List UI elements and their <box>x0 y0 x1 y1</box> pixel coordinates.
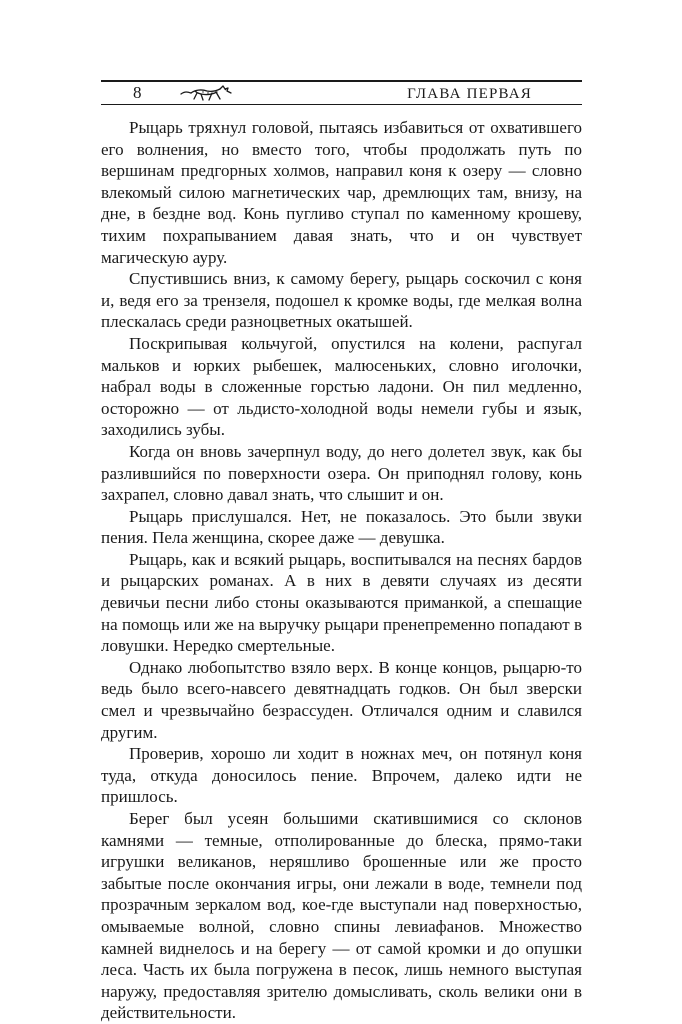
body-text <box>101 117 582 1024</box>
header-bottom-rule <box>101 104 582 105</box>
paragraph: Спустившись вниз, к самому берегу, рыцарь соскочил с коня и, ведя его за трензеля, подошел к кромке воды, где мелкая волна плескалась среди разноцветных окатышей. <box>101 269 582 332</box>
paragraph: Берег был усеян большими скатившимися со склонов камнями — темные, отполированные до блеска, прямо-таки игрушки великанов, неряшливо брошенные или же просто забытые после окончания игры, они лежали в воде, темнели под прозрачным зеркалом вод, кое-где выступали над поверхностью, омываемые волной, словно спины левиафанов. Множество камней виднелось и на берегу — от самой кромки и до опушки леса. Часть их была погружена в песок, лишь немного выступая наружу, предоставляя зрителю домысливать, сколь велики они в действительности. <box>101 809 582 1023</box>
paragraph: Рыцарь, как и всякий рыцарь, воспитывался на песнях бардов и рыцарских романах. А в них в девяти случаях из десяти девичьи песни либо стоны оказываются приманкой, а спешащие на помощь или же на выручку рыцари пренепременно попадают в ловушки. Нередко смертельные. <box>101 549 582 656</box>
running-header <box>101 80 582 104</box>
paragraph: Поскрипывая кольчугой, опустился на колени, распугал мальков и юрких рыбешек, малюсеньких, словно иголочки, набрал воды в сложенные горстью ладони. Он пил медленно, осторожно — от льдисто-холодной воды немели губы и язык, заходились зубы. <box>101 333 582 440</box>
paragraph: Когда он вновь зачерпнул воду, до него долетел звук, как бы разлившийся по поверхности озера. Он приподнял голову, конь захрапел, словно давал знать, что слышит и он. <box>101 441 582 505</box>
paragraph: Рыцарь тряхнул головой, пытаясь избавиться от охватившего его волнения, но вместо того, чтобы продолжать путь по вершинам предгорных холмов, направил коня к озеру — словно влекомый силою магнетических чар, дремлющих там, внизу, на дне, в бездне вод. Конь пугливо ступал по каменному крошеву, тихим похрапыванием давая знать, что и он чувствует магическую ауру. <box>101 118 582 267</box>
running-animal-icon <box>179 83 235 103</box>
paragraph: Однако любопытство взяло верх. В конце концов, рыцарю-то ведь было всего-навсего девятнадцать годков. Он был зверски смел и чрезвычайно безрассуден. Отличался одним и славился другим. <box>101 657 582 742</box>
paragraph: Проверив, хорошо ли ходит в ножнах меч, он потянул коня туда, откуда доносилось пение. Впрочем, далеко идти не пришлось. <box>101 744 582 807</box>
header-top-rule <box>101 80 582 82</box>
paragraph: Рыцарь прислушался. Нет, не показалось. Это были звуки пения. Пела женщина, скорее даже — девушка. <box>101 506 582 548</box>
page-number: 8 <box>133 83 142 102</box>
chapter-title: ГЛАВА ПЕРВАЯ <box>407 86 532 102</box>
